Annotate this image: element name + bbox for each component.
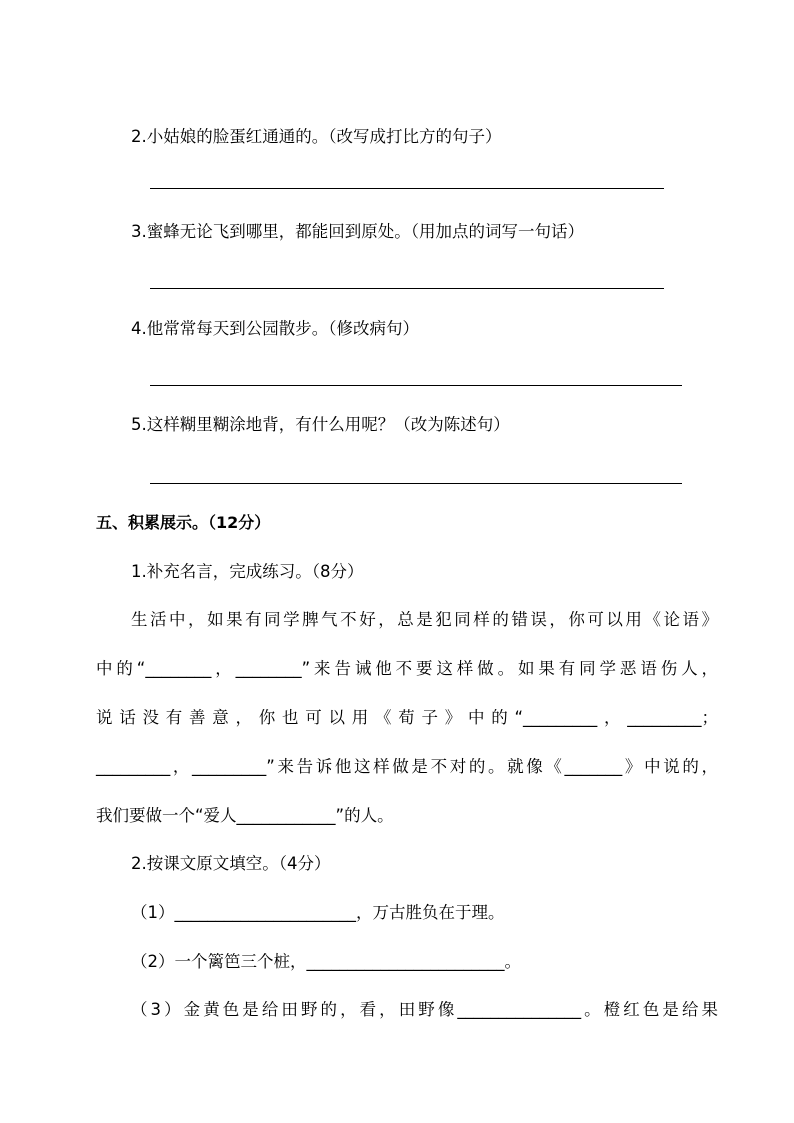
section-5-sub1-title: 1.补充名言，完成练习。（8分） [131, 562, 364, 581]
fill-item-1: （1）______________________，万古胜负在于理。 [131, 903, 505, 922]
answer-line-q4[interactable] [150, 385, 682, 386]
question-4: 4.他常常每天到公园散步。（修改病句） [131, 319, 419, 338]
section-5-heading: 五、积累展示。（12分） [96, 513, 271, 532]
fill-item-2: （2）一个篱笆三个桩，________________________。 [131, 952, 521, 971]
question-5: 5.这样糊里糊涂地背，有什么用呢？（改为陈述句） [131, 415, 510, 434]
question-3: 3.蜜蜂无论飞到哪里，都能回到原处。（用加点的词写一句话） [131, 222, 584, 241]
paragraph-line-3: 说话没有善意，你也可以用《荀子》中的“_________，_________； [96, 708, 718, 727]
paragraph-line-4: _________，_________”来告诉他这样做是不对的。就像《_______》中说的， [96, 757, 718, 776]
answer-line-q3[interactable] [150, 288, 664, 289]
section-5-sub2-title: 2.按课文原文填空。（4分） [131, 854, 331, 873]
question-2: 2.小姑娘的脸蛋红通通的。（改写成打比方的句子） [131, 127, 502, 146]
paragraph-line-5: 我们要做一个“爱人____________”的人。 [96, 806, 394, 825]
answer-line-q2[interactable] [150, 188, 664, 189]
answer-line-q5[interactable] [150, 483, 682, 484]
fill-item-3: （3）金黄色是给田野的，看，田野像_______________。橙红色是给果 [131, 1000, 718, 1019]
paragraph-line-1: 生活中，如果有同学脾气不好，总是犯同样的错误，你可以用《论语》 [131, 610, 718, 629]
paragraph-line-2: 中的“________，________”来告诫他不要这样做。如果有同学恶语伤人， [96, 659, 718, 678]
